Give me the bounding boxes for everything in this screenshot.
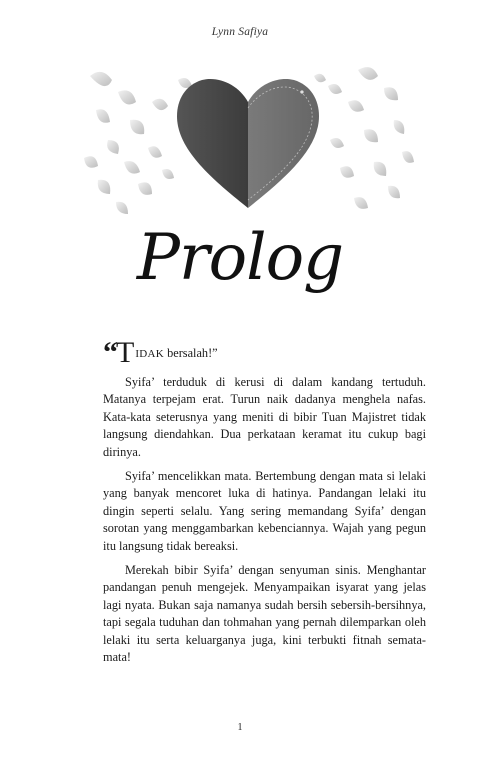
opening-quote-mark: “ [103,336,116,369]
paragraph: Syifa’ terduduk di kerusi di dalam kandang tertuduh. Matanya terpejam erat. Turun naik dadanya menghela nafas. Kata-kata seterusnya yang meniti di bibir Tuan Majistret tidak langsung diendahkan. Dua perkataan keramat itu cukup bagi dirinya. [103,375,426,459]
heart-illustration [78,62,418,232]
drop-cap-letter: T [116,336,135,369]
opening-small-caps: IDAK [135,348,165,360]
paragraph: Merekah bibir Syifa’ dengan senyuman sinis. Menghantar pandangan penuh mengejek. Menyampaikan isyarat yang jelas lagi nyata. Bukan saja namanya sudah bersih sebersih-bersihnya, tapi segala tuduhan dan tohmahan yang pernah dilemparkan oleh lelaki itu serta keluarganya juga, kini terbukti fitnah semata-mata! [103,563,426,665]
opening-rest: bersalah!” [164,346,218,360]
chapter-title: Prolog [136,221,344,295]
paragraph: Syifa’ mencelikkan mata. Bertembung dengan mata si lelaki yang banyak mencoret luka di hatinya. Pandangan lelaki itu dingin seperti selalu. Yang sering memandang Syifa’ dengan sorotan yang menggambarkan kebenciannya. Wajah yang pegun itu langsung tidak bereaksi. [103,469,426,553]
heart-shape [177,79,319,208]
page-number: 1 [237,722,243,733]
running-header-author: Lynn Safiya [211,26,269,38]
body-text [103,336,426,674]
opening-line [103,336,426,369]
